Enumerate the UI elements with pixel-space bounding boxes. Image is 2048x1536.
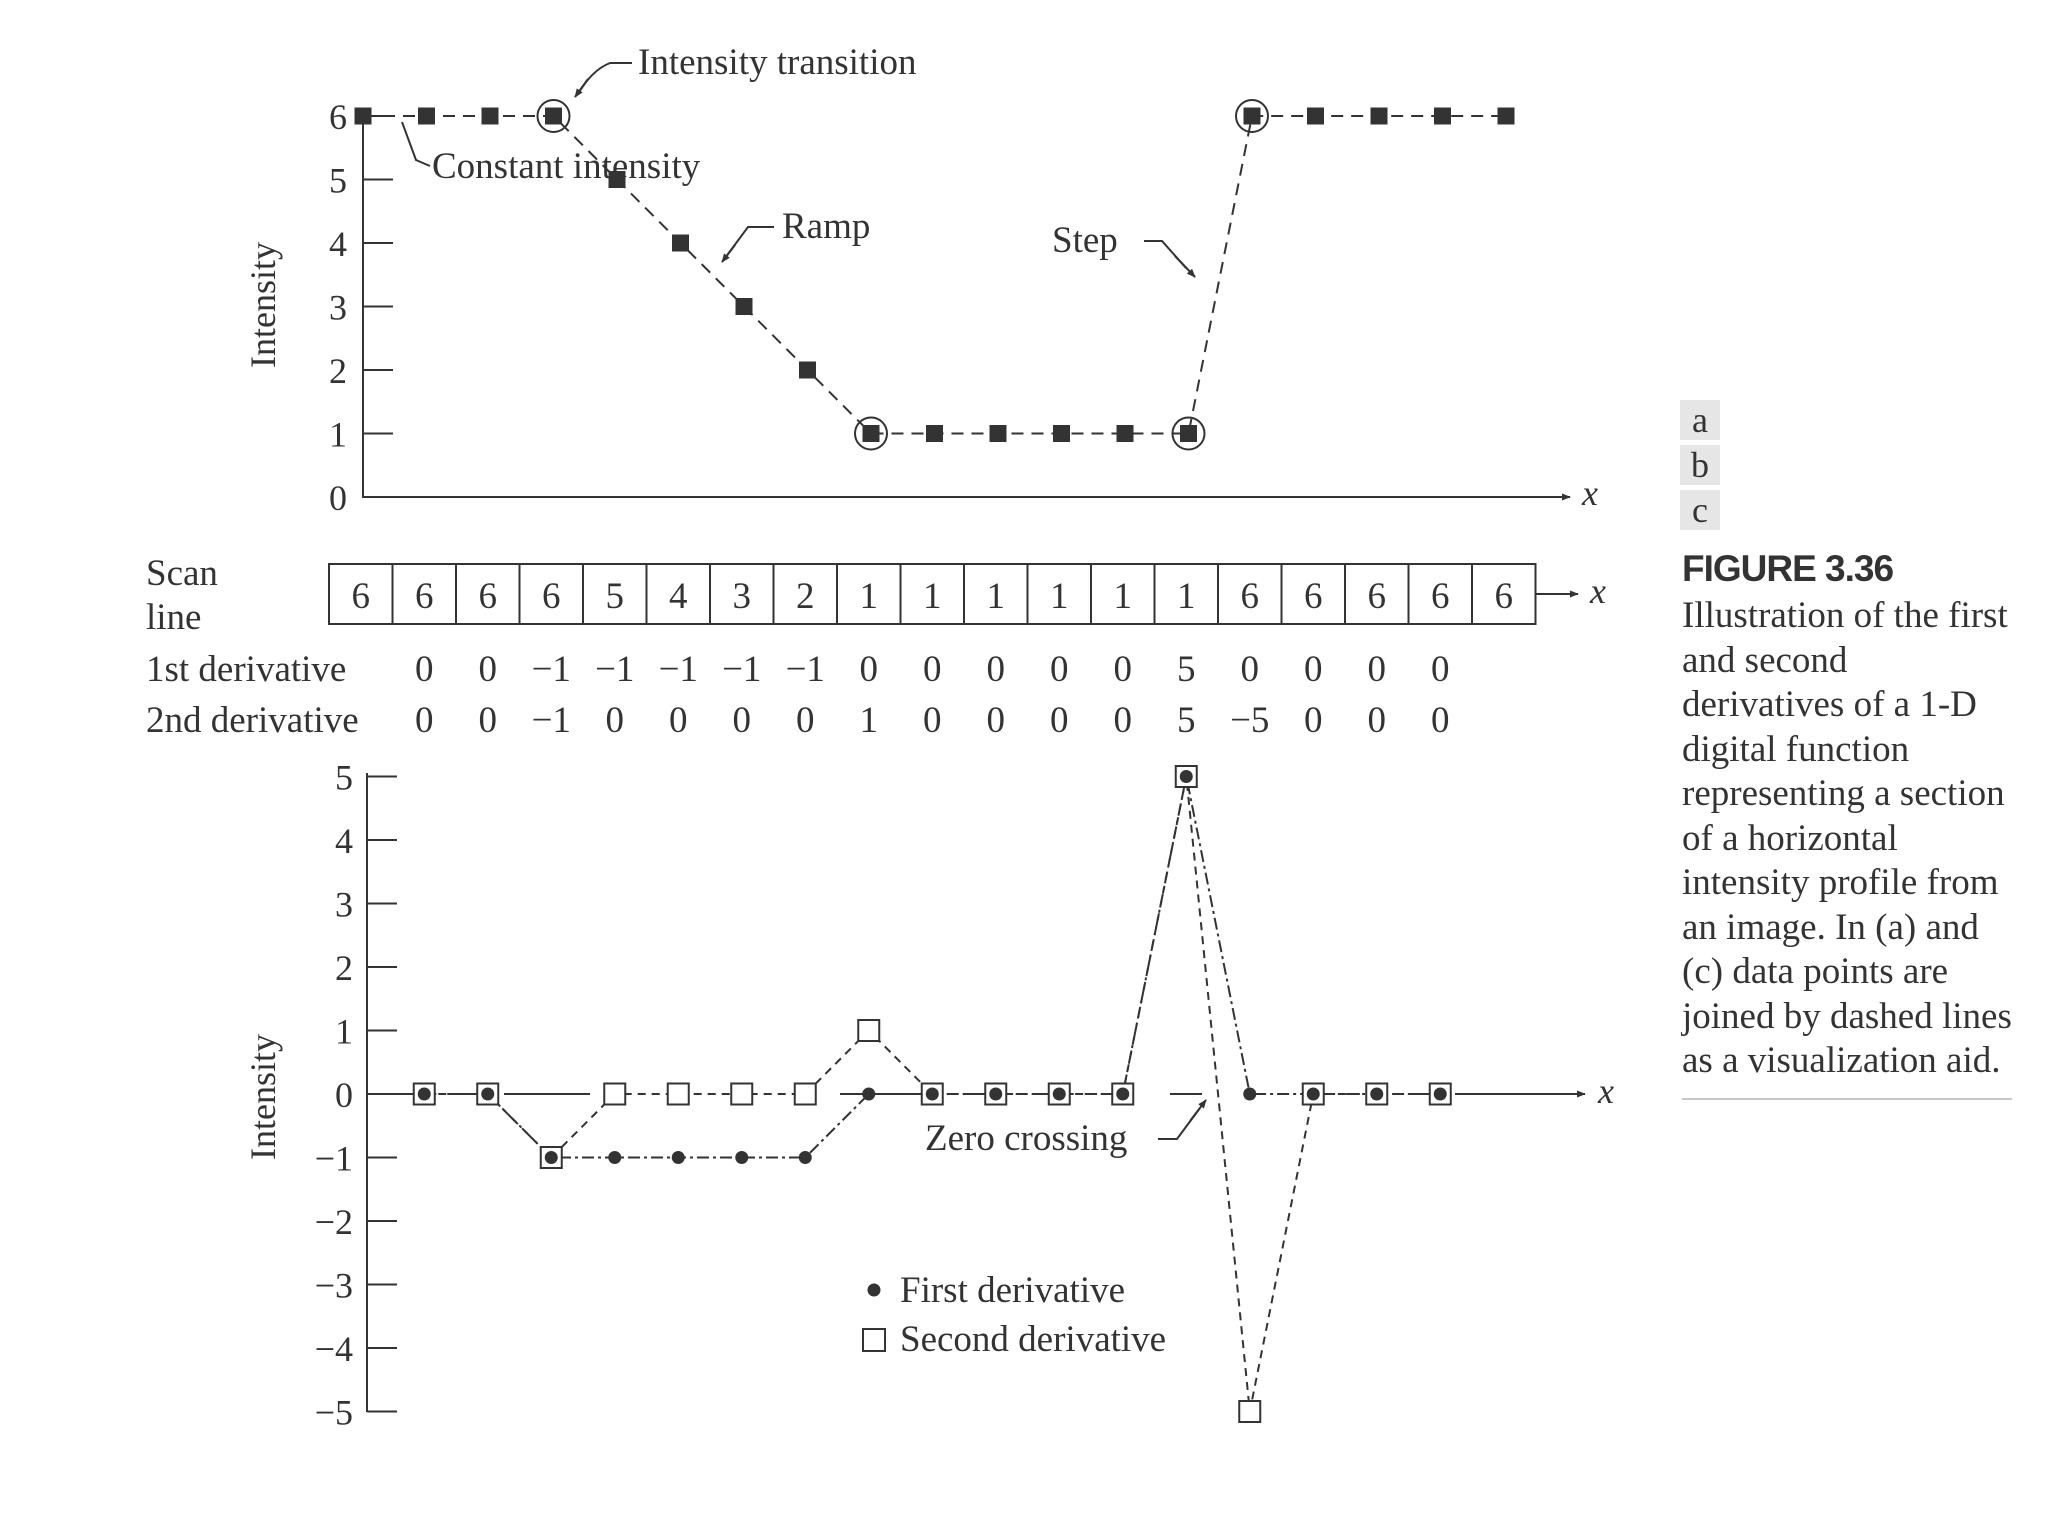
panel-a-point — [864, 426, 879, 441]
second-derivative-value: 0 — [1113, 700, 1132, 741]
first-derivative-value: −1 — [595, 649, 635, 690]
first-derivative-value: −1 — [785, 649, 825, 690]
panel-a-point — [1308, 109, 1323, 124]
annotation-ramp-arrowhead — [722, 245, 735, 262]
panel-c-ytick-label: −3 — [314, 1265, 353, 1306]
panel-a-y-label: Intensity — [243, 242, 283, 368]
panel-c-ytick-label: −5 — [314, 1392, 353, 1433]
first-derivative-row-label: 1st derivative — [146, 649, 347, 690]
second-derivative-value: 5 — [1177, 700, 1196, 741]
first-derivative-value: 0 — [1113, 649, 1132, 690]
annotation-step: Step — [1052, 220, 1118, 261]
second-derivative-value: 0 — [1367, 700, 1386, 741]
legend-first-derivative-label: First derivative — [900, 1270, 1126, 1311]
panel-c-chart — [243, 758, 1614, 1433]
first-derivative-value: 0 — [923, 649, 942, 690]
first-derivative-point — [926, 1088, 939, 1101]
scan-line-value: 3 — [732, 576, 751, 617]
first-derivative-point — [1243, 1088, 1256, 1101]
first-derivative-point — [545, 1151, 558, 1164]
panel-a-ytick-label: 0 — [329, 478, 347, 518]
scan-line-value: 6 — [351, 576, 370, 617]
scan-line-value: 6 — [1367, 576, 1386, 617]
second-derivative-value: 0 — [605, 700, 624, 741]
second-derivative-value: 0 — [478, 700, 497, 741]
first-derivative-point — [1307, 1088, 1320, 1101]
panel-a-ytick-label: 5 — [329, 160, 347, 201]
figure-caption — [1682, 548, 2012, 1100]
caption-title: FIGURE 3.36 — [1682, 548, 1894, 589]
scan-line-value: 2 — [796, 576, 815, 617]
panel-c-ytick-label: −4 — [314, 1329, 353, 1369]
first-derivative-value: −1 — [722, 649, 762, 690]
panel-c-ytick-label: 2 — [335, 948, 353, 988]
panel-c-ytick-label: 5 — [335, 757, 353, 798]
first-derivative-value: 0 — [415, 649, 434, 690]
first-derivative-point — [1434, 1088, 1447, 1101]
first-derivative-point — [735, 1151, 748, 1164]
panel-a-x-label: x — [1582, 473, 1598, 513]
panel-a-ytick-label: 3 — [329, 287, 347, 328]
panel-c-y-label: Intensity — [243, 1034, 283, 1160]
scan-line-value: 6 — [1494, 576, 1513, 617]
panel-a-ytick-label: 4 — [329, 224, 347, 264]
panel-a-point — [1181, 426, 1196, 441]
panel-a-point — [546, 109, 561, 124]
panel-a-point — [1372, 109, 1387, 124]
first-derivative-point — [989, 1088, 1002, 1101]
first-derivative-value: 0 — [859, 649, 878, 690]
scan-line-value: 6 — [1240, 576, 1259, 617]
scan-line-value: 1 — [1050, 576, 1069, 617]
annotation-intensity-transition-arrow — [578, 63, 632, 94]
panel-c-ytick-label: 4 — [335, 821, 353, 861]
scan-line-value: 6 — [415, 576, 434, 617]
first-derivative-point — [672, 1151, 685, 1164]
panel-b-table — [146, 553, 1606, 741]
panel-a-point — [356, 109, 371, 124]
scan-line-value: 1 — [859, 576, 878, 617]
annotation-zero-crossing-arrowhead — [1190, 1100, 1206, 1121]
first-derivative-value: −1 — [658, 649, 698, 690]
first-derivative-value: 0 — [1050, 649, 1069, 690]
second-derivative-point — [858, 1020, 879, 1041]
second-derivative-value: 0 — [923, 700, 942, 741]
scan-line-value: 4 — [669, 576, 688, 617]
second-derivative-point — [604, 1084, 625, 1105]
panel-a-ytick-label: 6 — [329, 97, 347, 137]
panel-tag-a: a — [1680, 400, 1720, 440]
legend-second-derivative-label: Second derivative — [900, 1319, 1167, 1360]
scan-line-value: 6 — [478, 576, 497, 617]
panel-a-point — [419, 109, 434, 124]
scan-line-x-label: x — [1590, 571, 1606, 611]
second-derivative-value: 0 — [732, 700, 751, 741]
panel-a-point — [483, 109, 498, 124]
panel-a-point — [927, 426, 942, 441]
second-derivative-value: 0 — [986, 700, 1005, 741]
panel-tag-b: b — [1680, 445, 1720, 485]
annotation-zero-crossing-arrow — [1158, 1108, 1200, 1139]
first-derivative-value: 0 — [1367, 649, 1386, 690]
panel-a-point — [1435, 109, 1450, 124]
first-derivative-point — [1370, 1088, 1383, 1101]
first-derivative-value: 0 — [1304, 649, 1323, 690]
scan-line-label: Scan line — [146, 553, 218, 638]
first-derivative-point — [862, 1088, 875, 1101]
panel-a-point — [1499, 109, 1514, 124]
first-derivative-value: 0 — [478, 649, 497, 690]
scan-line-value: 1 — [1177, 576, 1196, 617]
panel-a-ytick-label: 2 — [329, 351, 347, 391]
panel-a-point — [991, 426, 1006, 441]
scan-line-value: 1 — [923, 576, 942, 617]
legend-first-derivative-marker — [868, 1284, 881, 1297]
second-derivative-value: −5 — [1230, 700, 1270, 741]
panel-c-ytick-label: 3 — [335, 884, 353, 925]
annotation-constant-intensity-arrow — [402, 122, 430, 166]
second-derivative-value: 0 — [415, 700, 434, 741]
panel-a-ytick-label: 1 — [329, 414, 347, 455]
panel-c-ytick-label: −2 — [314, 1202, 353, 1242]
panel-a-axes — [363, 375, 1560, 497]
first-derivative-value: −1 — [531, 649, 571, 690]
first-derivative-value: 0 — [1240, 649, 1259, 690]
annotation-zero-crossing: Zero crossing — [925, 1118, 1128, 1159]
panel-a-chart — [243, 42, 1598, 518]
panel-a-point — [1118, 426, 1133, 441]
first-derivative-point — [799, 1151, 812, 1164]
scan-line-value: 1 — [1113, 576, 1132, 617]
first-derivative-point — [1116, 1088, 1129, 1101]
panel-a-point — [673, 236, 688, 251]
second-derivative-value: 1 — [859, 700, 878, 741]
scan-line-value: 5 — [605, 576, 624, 617]
second-derivative-row-label: 2nd derivative — [146, 700, 359, 741]
second-derivative-value: 0 — [1431, 700, 1450, 741]
panel-c-ytick-label: 1 — [335, 1011, 353, 1052]
panel-c-ytick-label: 0 — [335, 1075, 353, 1115]
annotation-intensity-transition-arrowhead — [575, 79, 588, 97]
annotation-ramp: Ramp — [782, 206, 871, 247]
first-derivative-value: 0 — [986, 649, 1005, 690]
scan-line-value: 6 — [1431, 576, 1450, 617]
first-derivative-point — [1053, 1088, 1066, 1101]
panel-a-point — [737, 299, 752, 314]
second-derivative-value: −1 — [531, 700, 571, 741]
annotation-ramp-arrow — [725, 227, 774, 258]
panel-c-x-label: x — [1598, 1071, 1614, 1111]
annotation-intensity-transition: Intensity transition — [638, 42, 917, 83]
first-derivative-value: 5 — [1177, 649, 1196, 690]
scan-line-value: 6 — [542, 576, 561, 617]
panel-a-point — [1054, 426, 1069, 441]
caption-text: Illustration of the first and second derivatives of a 1-D digital function representing a section of a horizontal intensity profile from an image. In (a) and (c) data points are joined by dashed lines as a visualization aid. — [1682, 594, 2012, 1100]
second-derivative-point — [731, 1084, 752, 1105]
legend-second-derivative-marker — [863, 1329, 885, 1351]
annotation-constant-intensity: Constant intensity — [432, 146, 701, 187]
second-derivative-value: 0 — [796, 700, 815, 741]
scan-line-value: 6 — [1304, 576, 1323, 617]
first-derivative-point — [1180, 770, 1193, 783]
first-derivative-value: 0 — [1431, 649, 1450, 690]
panel-a-point — [1245, 109, 1260, 124]
second-derivative-point — [795, 1084, 816, 1105]
annotation-step-arrowhead — [1175, 256, 1195, 277]
scan-line-value: 1 — [986, 576, 1005, 617]
first-derivative-point — [418, 1088, 431, 1101]
second-derivative-point — [1239, 1401, 1260, 1422]
panel-a-point — [800, 363, 815, 378]
panel-c-ytick-label: −1 — [314, 1138, 353, 1179]
second-derivative-value: 0 — [669, 700, 688, 741]
second-derivative-value: 0 — [1050, 700, 1069, 741]
first-derivative-point — [481, 1088, 494, 1101]
second-derivative-point — [668, 1084, 689, 1105]
first-derivative-point — [608, 1151, 621, 1164]
annotation-step-arrow — [1144, 241, 1186, 268]
panel-tag-c: c — [1680, 490, 1720, 530]
second-derivative-value: 0 — [1304, 700, 1323, 741]
